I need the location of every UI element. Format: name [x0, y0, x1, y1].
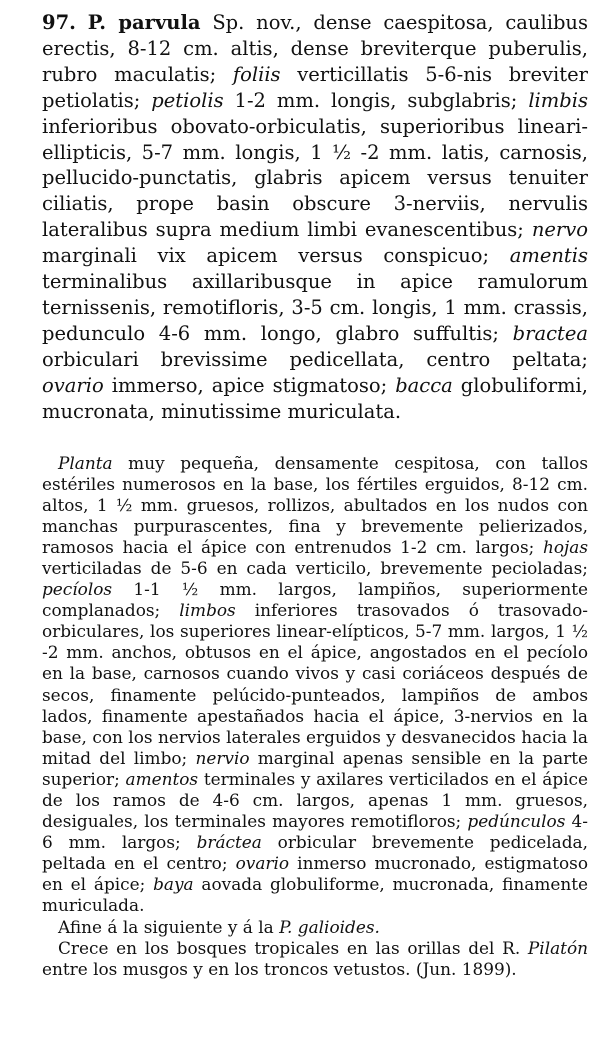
habitat-text: Crece en los bosques tropicales en las orillas del R. — [58, 937, 528, 958]
latin-term: limbis — [528, 88, 589, 112]
latin-text: 1-2 mm. longis, subglabris; — [223, 88, 529, 112]
species-name: P. parvula — [87, 11, 201, 34]
affinity-species: P. galioides. — [279, 916, 380, 937]
spanish-term: limbos — [179, 600, 236, 621]
spanish-term: amentos — [125, 768, 199, 789]
latin-text: verticillatis 5-6-nis breviter petiolatis; — [42, 62, 588, 112]
spanish-term: nervio — [195, 747, 250, 768]
spanish-text: orbicular brevemente pedicelada, peltada en el centro; — [42, 832, 588, 874]
affinity-text: Afine á la siguiente y á la — [58, 916, 280, 937]
spanish-description — [42, 453, 588, 980]
spanish-term: hojas — [542, 536, 588, 557]
spanish-text: muy pequeña, densamente cespitosa, con tallos estériles numerosos en la base, los fértiles erguidos, 8-12 cm. altos, 1 ½ mm. gruesos, rollizos, abultados en los nudos con manchas purpurascentes, fina y brevemente pelierizados, ramosos hacia el ápice con entrenudos 1-2 cm. largos; — [42, 452, 588, 557]
spanish-term: ovario — [235, 853, 290, 874]
latin-description — [42, 10, 588, 425]
latin-term: foliis — [232, 62, 281, 86]
latin-term: ovario — [42, 373, 104, 397]
latin-text: immerso, apice stigmatoso; — [103, 373, 396, 397]
latin-term: bacca — [395, 373, 453, 397]
spanish-text: 1-1 ½ mm. largos, lampiños, superiormente complanados; — [42, 579, 588, 621]
spanish-paragraph — [42, 453, 588, 917]
spanish-term: bráctea — [196, 832, 262, 853]
spanish-text: terminales y axilares verticilados en el ápice de los ramos de 4-6 cm. largos, apenas 1 mm. gruesos, desiguales, los terminales mayores remotifloros; — [42, 768, 589, 832]
spanish-term: pecíolos — [42, 579, 113, 600]
latin-term: amentis — [509, 244, 588, 268]
latin-text: Sp. nov., dense caespitosa, caulibus erectis, 8-12 cm. altis, dense breviterque puberulis, rubro maculatis; — [42, 11, 588, 86]
spanish-text: inmerso mucronado, estigmatoso en el ápice; — [42, 853, 588, 895]
spanish-term: Planta — [58, 452, 113, 473]
latin-text: orbiculari brevissime pedicellata, centro peltata; — [42, 347, 588, 371]
habitat-locality: Pilatón — [527, 937, 588, 958]
latin-term: petiolis — [151, 88, 224, 112]
spanish-text: 4-6 mm. largos; — [42, 811, 589, 853]
latin-text: globuliformi, mucronata, minutissime muriculata. — [42, 373, 588, 423]
latin-text: terminalibus axillaribusque in apice ramulorum ternissenis, remotifloris, 3-5 cm. longis, 1 mm. crassis, pedunculo 4-6 mm. longo, glabro suffultis; — [42, 270, 588, 345]
latin-term: bractea — [512, 321, 588, 345]
species-number: 97. — [42, 11, 76, 34]
spanish-text: inferiores trasovados ó trasovado-orbiculares, los superiores linear-elípticos, 5-7 mm. largos, 1 ½ -2 mm. anchos, obtusos en el ápice, angostados en el pecíolo en la base, carnosos cuando vivos y casi coriáceos después de secos, finamente pelúcido-punteados, lampiños de ambos lados, finamente apestañados hacia el ápice, 3-nervios en la base, con los nervios laterales erguidos y desvanecidos hacia la mitad del limbo; — [42, 600, 589, 768]
habitat-text: entre los musgos y en los troncos vetustos. (Jun. 1899). — [42, 958, 517, 979]
latin-text: marginali vix apicem versus conspicuo; — [42, 244, 510, 268]
spanish-text: verticiladas de 5-6 en cada verticilo, brevemente pecioladas; — [42, 557, 588, 578]
latin-text: inferioribus obovato-orbiculatis, superioribus lineari-ellipticis, 5-7 mm. longis, 1 ½ -2 mm. latis, carnosis, pellucido-punctatis, glabris apicem versus tenuiter ciliatis, prope basin obscure 3-nerviis, nervulis lateralibus supra medium limbi evanescentibus; — [42, 114, 588, 242]
spanish-text: aovada globuliforme, mucronada, finamente muriculada. — [42, 874, 588, 916]
affinity-note — [42, 917, 588, 938]
spanish-term: pedúnculos — [467, 811, 566, 832]
habitat-note — [42, 938, 588, 980]
spanish-term: baya — [153, 874, 194, 895]
latin-term: nervo — [531, 218, 588, 242]
spanish-text: marginal apenas sensible en la parte superior; — [42, 747, 588, 789]
